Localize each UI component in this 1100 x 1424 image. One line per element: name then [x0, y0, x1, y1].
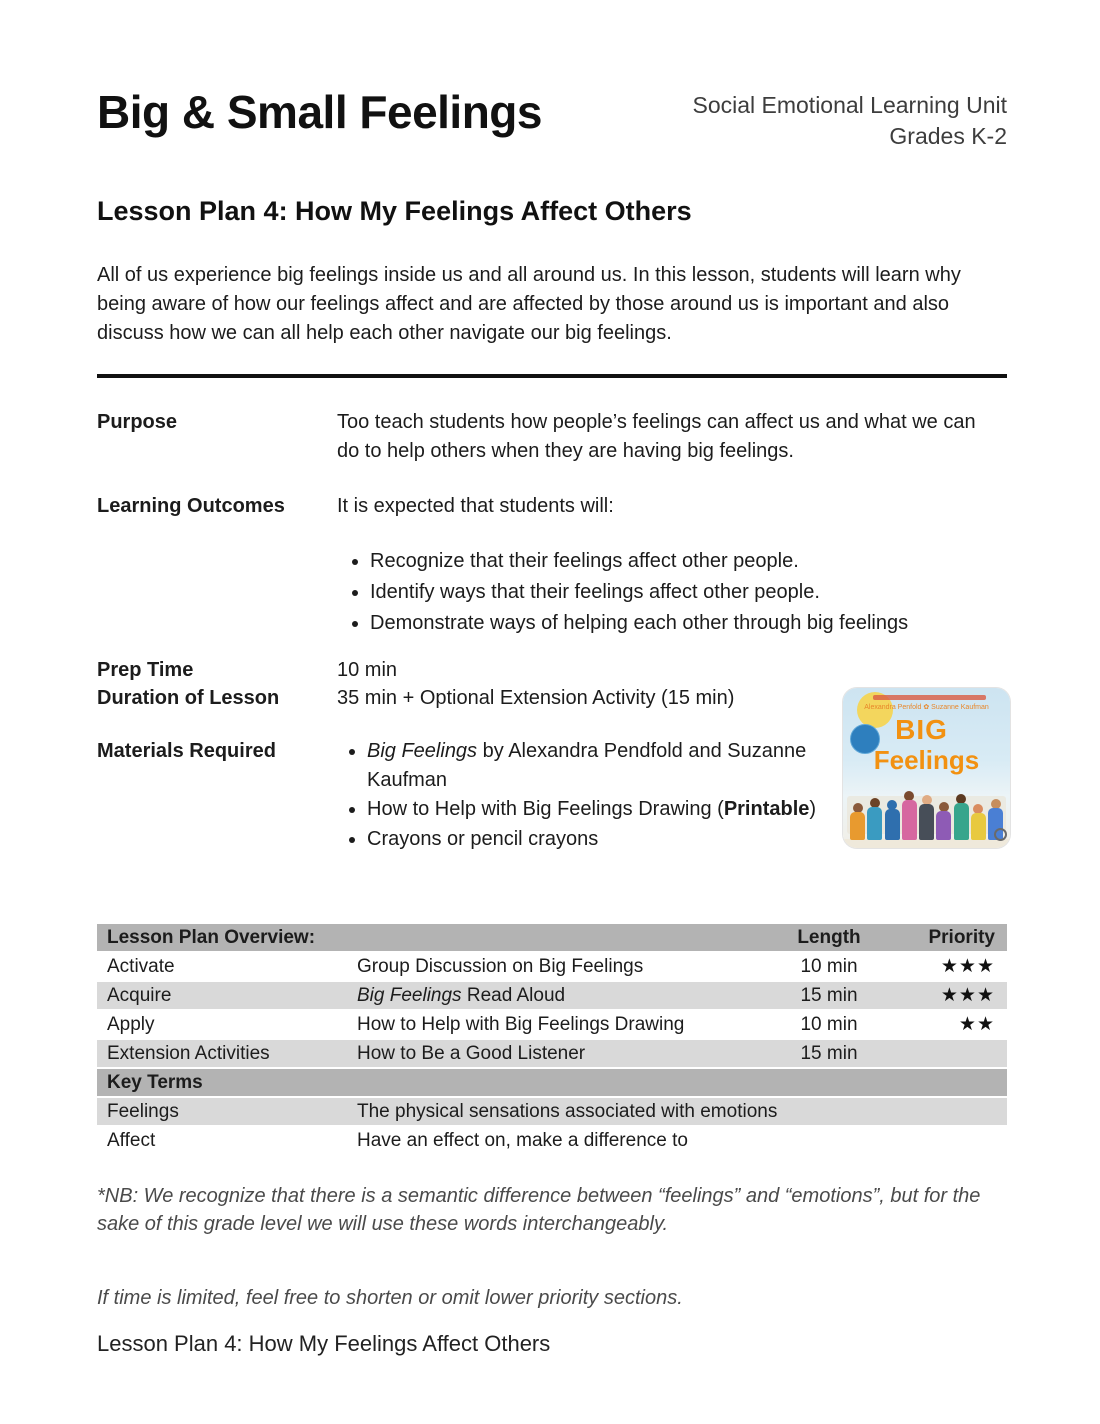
outcomes-intro: It is expected that students will:: [337, 495, 614, 517]
list-item: • Demonstrate ways of helping each other through big feelings: [370, 608, 908, 638]
phase-cell: Acquire: [107, 984, 172, 1006]
definition-cell: Have an effect on, make a difference to: [357, 1129, 688, 1151]
priority-stars: ★★★: [940, 956, 995, 977]
table-title: Lesson Plan Overview:: [107, 926, 316, 948]
child-figure: [902, 791, 917, 840]
learning-outcomes-row: [97, 492, 1007, 639]
cover-title-line1: BIG: [895, 714, 948, 745]
materials-label: Materials Required: [97, 740, 276, 762]
page-footer: Lesson Plan 4: How My Feelings Affect Others: [97, 1331, 551, 1356]
book-authors-text: by Alexandra Pendfold and Suzanne Kaufman: [367, 740, 807, 791]
book-cover-image: [843, 688, 1010, 848]
activity-cell: Group Discussion on Big Feelings: [357, 955, 644, 977]
purpose-row: [97, 408, 1007, 466]
cover-authors: Alexandra Penfold ✿ Suzanne Kaufman: [864, 704, 989, 711]
document-title: Big & Small Feelings: [97, 86, 542, 138]
length-cell: 10 min: [800, 955, 858, 977]
unit-info: [692, 90, 1007, 152]
activity-cell: [347, 983, 773, 1009]
lesson-heading: Lesson Plan 4: How My Feelings Affect Others: [97, 196, 692, 226]
learning-outcomes-content: [337, 492, 908, 639]
book-title-text: Big Feelings: [367, 740, 478, 762]
printable-label: Printable: [723, 798, 810, 820]
duration-label: Duration of Lesson: [97, 687, 280, 709]
length-cell: 15 min: [800, 1042, 858, 1064]
unit-name: Social Emotional Learning Unit: [692, 92, 1007, 118]
materials-content: [337, 737, 867, 854]
child-figure: [936, 802, 951, 840]
list-item: • Crayons or pencil crayons: [367, 825, 867, 854]
child-figure: [919, 795, 934, 840]
child-figure: [850, 803, 865, 840]
list-item: • Identify ways that their feelings affect other people.: [370, 577, 908, 607]
cover-title-line2: Feelings: [873, 745, 980, 775]
list-item: • Recognize that their feelings affect other people.: [370, 546, 908, 576]
masthead: [97, 88, 1007, 152]
child-figure: [885, 800, 900, 840]
length-cell: 10 min: [800, 1013, 858, 1035]
list-item: [367, 795, 867, 824]
table-row: [97, 1040, 1007, 1069]
term-cell: Feelings: [107, 1100, 179, 1122]
child-figure: [988, 799, 1003, 840]
purpose-label: Purpose: [97, 411, 178, 433]
priority-stars: ★★: [958, 1014, 995, 1035]
outcomes-list: [337, 546, 908, 638]
priority-column-header: Priority: [928, 926, 995, 948]
key-terms-title: Key Terms: [107, 1071, 203, 1093]
definition-cell: The physical sensations associated with emotions: [357, 1100, 778, 1122]
printable-item-post: ): [809, 798, 817, 820]
lesson-plan-overview-table: [97, 924, 1007, 1156]
book-title-text: Big Feelings: [357, 984, 462, 1006]
priority-stars: ★★★: [940, 985, 995, 1006]
list-item: [367, 737, 867, 794]
purpose-text: Too teach students how people’s feelings can affect us and what we can do to help others when they are having big feelings.: [337, 411, 976, 462]
intro-paragraph: All of us experience big feelings inside us and all around us. In this lesson, students will learn why being aware of how our feelings affect and are affected by those around us is important and also discuss how we can all help each other navigate our big feelings.: [97, 264, 961, 344]
table-row: [97, 953, 1007, 982]
printable-item-pre: How to Help with Big Feelings Drawing (: [367, 798, 724, 820]
key-terms-header-row: [97, 1069, 1007, 1098]
activity-rest-text: Read Aloud: [461, 984, 566, 1006]
learning-outcomes-label: Learning Outcomes: [97, 495, 285, 517]
child-figure: [971, 804, 986, 840]
prep-time-row: [97, 656, 1007, 684]
cover-banner: [873, 695, 986, 700]
phase-cell: Extension Activities: [107, 1042, 270, 1064]
term-cell: Affect: [107, 1129, 156, 1151]
materials-list: [337, 737, 867, 853]
phase-cell: Activate: [107, 955, 175, 977]
phase-cell: Apply: [107, 1013, 155, 1035]
cover-ground: [843, 839, 1010, 848]
activity-cell: How to Help with Big Feelings Drawing: [357, 1013, 685, 1035]
table-row: [97, 1127, 1007, 1156]
prep-time-value: 10 min: [337, 659, 398, 681]
child-figure: [867, 798, 882, 840]
table-row: [97, 982, 1007, 1011]
activity-cell: How to Be a Good Listener: [357, 1042, 586, 1064]
prep-time-label: Prep Time: [97, 659, 194, 681]
table-header-row: [97, 924, 1007, 953]
unit-grades: Grades K-2: [889, 123, 1007, 149]
nb-note: *NB: We recognize that there is a semantic difference between “feelings” and “emotions”, but for the sake of this grade level we will use these words interchangeably.: [97, 1185, 981, 1235]
table-row: [97, 1011, 1007, 1040]
length-cell: 15 min: [800, 984, 858, 1006]
child-figure: [954, 794, 969, 840]
table-row: [97, 1098, 1007, 1127]
wheelchair-wheel: [994, 828, 1007, 841]
length-column-header: Length: [797, 926, 861, 948]
duration-value: 35 min + Optional Extension Activity (15 min): [337, 687, 735, 709]
children-illustration: [850, 782, 1003, 840]
time-limit-note: If time is limited, feel free to shorten or omit lower priority sections.: [97, 1287, 683, 1309]
section-divider: [97, 374, 1007, 378]
